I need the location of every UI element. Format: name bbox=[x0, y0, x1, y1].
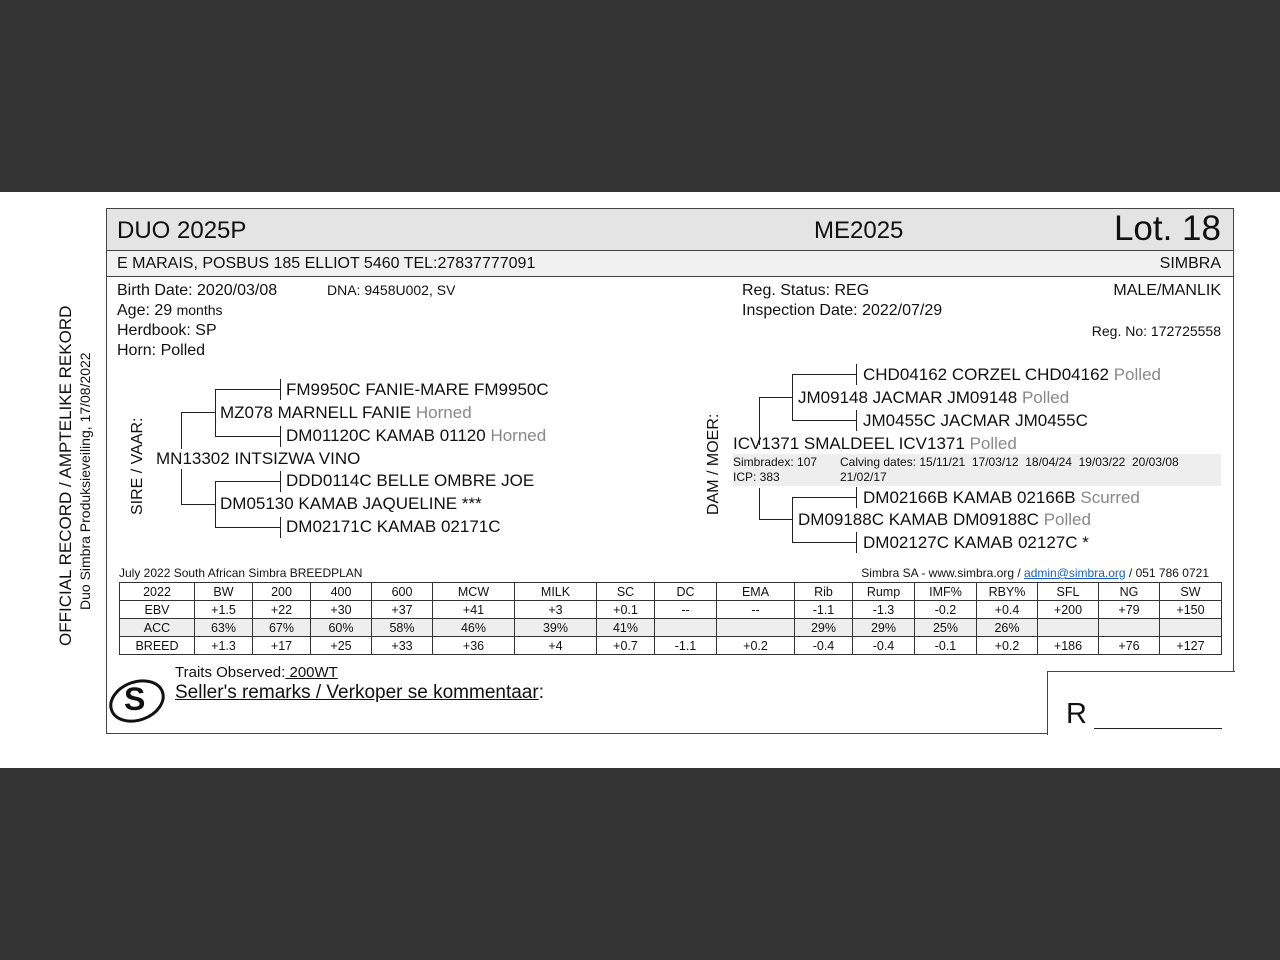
logo-letter: S bbox=[124, 681, 146, 717]
owner-bar bbox=[107, 251, 1233, 277]
table-cell: +22 bbox=[253, 601, 311, 619]
table-header: MCW bbox=[433, 583, 515, 601]
dam-sire-sire-horn: Polled bbox=[1113, 365, 1161, 384]
table-cell: -1.3 bbox=[853, 601, 915, 619]
table-cell: +0.2 bbox=[717, 637, 795, 655]
email-link[interactable]: admin@simbra.org bbox=[1024, 566, 1126, 580]
table-cell bbox=[655, 619, 717, 637]
table-header: IMF% bbox=[915, 583, 977, 601]
table-cell: +150 bbox=[1160, 601, 1222, 619]
table-cell: +1.3 bbox=[195, 637, 253, 655]
tree-line bbox=[792, 374, 793, 420]
table-row bbox=[120, 637, 1222, 655]
sire-dam: DM05130 KAMAB JAQUELINE *** bbox=[220, 494, 482, 513]
table-cell: 26% bbox=[977, 619, 1038, 637]
breedplan-header-row bbox=[120, 583, 1222, 601]
icp-value: ICP: 383 bbox=[733, 470, 780, 484]
sire-sire-name: MZ078 MARNELL FANIE bbox=[220, 403, 412, 422]
table-cell: +186 bbox=[1038, 637, 1099, 655]
dam-sire-sire bbox=[863, 365, 1161, 385]
tree-line bbox=[759, 519, 792, 520]
owner-info: E MARAIS, POSBUS 185 ELLIOT 5460 TEL:27837777091 bbox=[117, 255, 536, 272]
table-cell: +76 bbox=[1099, 637, 1160, 655]
tree-line bbox=[792, 497, 793, 543]
dam-dam-sire-horn: Scurred bbox=[1080, 488, 1140, 507]
table-cell: +0.2 bbox=[977, 637, 1038, 655]
tree-line bbox=[856, 532, 857, 553]
table-cell: -0.2 bbox=[915, 601, 977, 619]
tree-line bbox=[792, 542, 856, 543]
table-header: 2022 bbox=[120, 583, 195, 601]
dam-sire-name: JM09148 JACMAR JM09148 bbox=[798, 388, 1018, 407]
breedplan-contact bbox=[861, 566, 1209, 580]
table-cell: -- bbox=[717, 601, 795, 619]
price-input-line[interactable] bbox=[1094, 728, 1222, 729]
contact-prefix: Simbra SA - www.simbra.org / bbox=[861, 566, 1025, 580]
tree-line bbox=[856, 364, 857, 385]
tree-line bbox=[215, 481, 280, 482]
tree-line bbox=[280, 471, 281, 492]
table-cell: -0.4 bbox=[853, 637, 915, 655]
dam-name bbox=[733, 434, 1017, 454]
dna-info: DNA: 9458U002, SV bbox=[327, 282, 456, 298]
table-cell: +41 bbox=[433, 601, 515, 619]
reg-number: Reg. No: 172725558 bbox=[1091, 323, 1221, 339]
simbra-logo bbox=[107, 671, 167, 731]
age-unit: months bbox=[176, 302, 223, 318]
table-cell: +4 bbox=[515, 637, 597, 655]
age bbox=[117, 302, 223, 320]
lot-card bbox=[106, 208, 1234, 734]
tree-line bbox=[759, 397, 792, 398]
table-cell: 60% bbox=[311, 619, 372, 637]
tree-line bbox=[856, 487, 857, 508]
tree-line bbox=[215, 481, 216, 528]
sire-sire-sire: FM9950C FANIE-MARE FM9950C bbox=[286, 380, 549, 399]
tree-line bbox=[792, 420, 856, 421]
contact-suffix: / 051 786 0721 bbox=[1125, 566, 1209, 580]
tree-line bbox=[792, 497, 856, 498]
table-cell: -1.1 bbox=[655, 637, 717, 655]
table-header: RBY% bbox=[977, 583, 1038, 601]
dam-horn: Polled bbox=[969, 434, 1017, 453]
table-cell: BREED bbox=[120, 637, 195, 655]
table-header: Rump bbox=[853, 583, 915, 601]
table-cell: 29% bbox=[853, 619, 915, 637]
sire-sire bbox=[220, 403, 472, 423]
sire-dam-sire: DDD0114C BELLE OMBRE JOE bbox=[286, 471, 535, 490]
dam-sire-sire-name: CHD04162 CORZEL CHD04162 bbox=[863, 365, 1109, 384]
seller-remarks-label: Seller's remarks / Verkoper se kommentaar bbox=[175, 682, 539, 703]
table-cell: +37 bbox=[372, 601, 433, 619]
table-header: 400 bbox=[311, 583, 372, 601]
table-header: EMA bbox=[717, 583, 795, 601]
dam-sire-dam: JM0455C JACMAR JM0455C bbox=[863, 411, 1088, 430]
table-cell: +200 bbox=[1038, 601, 1099, 619]
table-cell: +127 bbox=[1160, 637, 1222, 655]
traits-label: Traits Observed: bbox=[175, 664, 286, 681]
table-cell: +3 bbox=[515, 601, 597, 619]
sale-name-label: Duo Simbra Produksieveiling, 17/08/2022 bbox=[77, 352, 93, 610]
table-cell: +1.5 bbox=[195, 601, 253, 619]
dam-sire-horn: Polled bbox=[1021, 388, 1070, 407]
traits-observed bbox=[175, 664, 338, 681]
tree-line bbox=[759, 488, 760, 520]
lot-number: Lot. 18 bbox=[1113, 209, 1221, 248]
animal-name: DUO 2025P bbox=[117, 217, 247, 244]
table-cell: EBV bbox=[120, 601, 195, 619]
table-cell bbox=[1038, 619, 1099, 637]
herdbook: Herdbook: SP bbox=[117, 322, 217, 339]
table-cell: +0.1 bbox=[597, 601, 655, 619]
breedplan-title: July 2022 South African Simbra BREEDPLAN bbox=[119, 566, 363, 580]
table-cell: +0.4 bbox=[977, 601, 1038, 619]
table-cell: +30 bbox=[311, 601, 372, 619]
simbradex-value: Simbradex: 107 bbox=[733, 455, 818, 469]
tree-line bbox=[215, 527, 280, 528]
table-header: SC bbox=[597, 583, 655, 601]
dam-sire bbox=[798, 388, 1069, 408]
auction-lot-card-page bbox=[0, 192, 1280, 768]
table-cell: +36 bbox=[433, 637, 515, 655]
table-header: BW bbox=[195, 583, 253, 601]
table-cell: 41% bbox=[597, 619, 655, 637]
tree-line bbox=[181, 504, 215, 505]
table-cell: -0.1 bbox=[915, 637, 977, 655]
table-header: SFL bbox=[1038, 583, 1099, 601]
reg-status: Reg. Status: REG bbox=[742, 282, 870, 299]
sire-name: MN13302 INTSIZWA VINO bbox=[156, 449, 361, 468]
sire-pedigree-label: SIRE / VAAR: bbox=[129, 417, 146, 515]
dam-dam-dam: DM02127C KAMAB 02127C * bbox=[863, 533, 1089, 552]
table-header: NG bbox=[1099, 583, 1160, 601]
table-cell: 39% bbox=[515, 619, 597, 637]
table-cell: -1.1 bbox=[795, 601, 853, 619]
price-label: R bbox=[1066, 698, 1087, 730]
tree-line bbox=[280, 379, 281, 400]
table-cell: 29% bbox=[795, 619, 853, 637]
table-cell: +25 bbox=[311, 637, 372, 655]
tree-line bbox=[280, 426, 281, 447]
table-cell: -0.4 bbox=[795, 637, 853, 655]
dam-dam-horn: Polled bbox=[1043, 510, 1091, 529]
table-row bbox=[120, 619, 1222, 637]
sire-sire-dam-horn: Horned bbox=[490, 426, 547, 445]
dam-dam-name: DM09188C KAMAB DM09188C bbox=[798, 510, 1039, 529]
dam-dam-sire bbox=[863, 488, 1140, 508]
price-box bbox=[1047, 671, 1235, 735]
tree-line bbox=[215, 436, 280, 437]
dam-name-text: ICV1371 SMALDEEL ICV1371 bbox=[733, 434, 965, 453]
table-header: Rib bbox=[795, 583, 853, 601]
table-cell bbox=[717, 619, 795, 637]
horn-status: Horn: Polled bbox=[117, 342, 206, 359]
table-cell: ACC bbox=[120, 619, 195, 637]
table-cell: +0.7 bbox=[597, 637, 655, 655]
table-header: MILK bbox=[515, 583, 597, 601]
tree-line bbox=[215, 389, 216, 437]
tree-line bbox=[792, 374, 856, 375]
table-cell: 25% bbox=[915, 619, 977, 637]
table-cell: 67% bbox=[253, 619, 311, 637]
sire-sire-dam bbox=[286, 426, 546, 446]
simbradex-box bbox=[733, 454, 1221, 486]
calving-dates: Calving dates: 15/11/21 17/03/12 18/04/24 19/03/22 20/03/08 bbox=[840, 455, 1179, 469]
official-record-label: OFFICIAL RECORD / AMPTELIKE REKORD bbox=[56, 305, 75, 646]
seller-remarks bbox=[175, 682, 544, 704]
age-value: Age: 29 bbox=[117, 302, 173, 319]
card-header bbox=[107, 209, 1233, 251]
table-cell: 58% bbox=[372, 619, 433, 637]
table-cell: -- bbox=[655, 601, 717, 619]
inspection-date: Inspection Date: 2022/07/29 bbox=[742, 302, 943, 319]
table-cell bbox=[1160, 619, 1222, 637]
table-header: 200 bbox=[253, 583, 311, 601]
calving-dates-cont: 21/02/17 bbox=[840, 470, 887, 484]
table-cell: +17 bbox=[253, 637, 311, 655]
birth-date: Birth Date: 2020/03/08 bbox=[117, 282, 278, 299]
breed-label: SIMBRA bbox=[1159, 255, 1221, 272]
tree-line bbox=[181, 412, 215, 413]
sire-sire-dam-name: DM01120C KAMAB 01120 bbox=[286, 426, 486, 445]
traits-value: 200WT bbox=[285, 664, 338, 681]
sire-sire-horn: Horned bbox=[415, 403, 472, 422]
tree-line bbox=[856, 410, 857, 431]
table-row bbox=[120, 601, 1222, 619]
table-cell: +33 bbox=[372, 637, 433, 655]
seller-remarks-colon: : bbox=[538, 682, 544, 703]
table-header: SW bbox=[1160, 583, 1222, 601]
dam-dam bbox=[798, 510, 1091, 530]
dam-dam-sire-name: DM02166B KAMAB 02166B bbox=[863, 488, 1076, 507]
table-header: DC bbox=[655, 583, 717, 601]
table-cell: +79 bbox=[1099, 601, 1160, 619]
animal-code: ME2025 bbox=[814, 217, 904, 244]
tree-line bbox=[215, 389, 280, 390]
dam-pedigree-label: DAM / MOER: bbox=[705, 413, 722, 515]
sire-dam-dam: DM02171C KAMAB 02171C bbox=[286, 517, 501, 536]
table-cell: 46% bbox=[433, 619, 515, 637]
table-cell bbox=[1099, 619, 1160, 637]
sex-label: MALE/MANLIK bbox=[1113, 282, 1221, 299]
table-header: 600 bbox=[372, 583, 433, 601]
table-cell: 63% bbox=[195, 619, 253, 637]
tree-line bbox=[280, 517, 281, 538]
breedplan-table bbox=[119, 582, 1222, 655]
